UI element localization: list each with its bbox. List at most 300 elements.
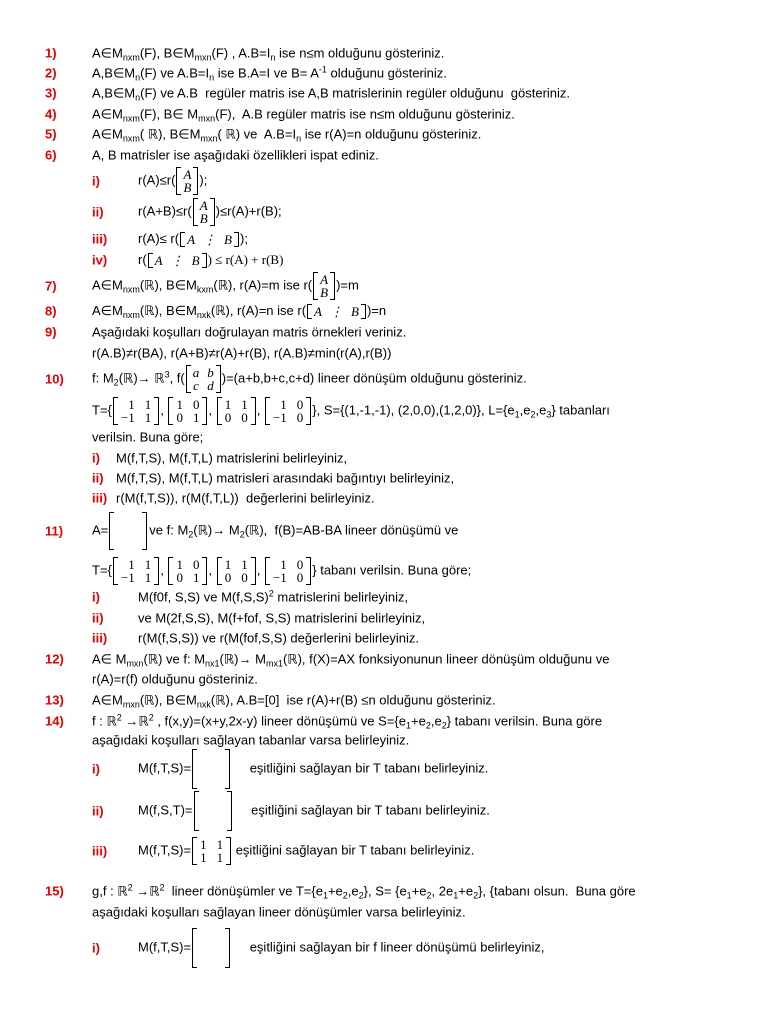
text-run: ise B.A=I ve B= A: [214, 65, 319, 81]
problem-text: [92, 430, 203, 445]
text-run: A∈M: [92, 45, 123, 61]
subscript: n: [135, 92, 141, 103]
text-run: +e: [327, 883, 343, 899]
text-run: r(A)=r(f) olduğunu gösteriniz.: [92, 671, 258, 687]
subscript: 2: [425, 720, 431, 731]
text-run: M(f,S,T)=: [138, 802, 193, 818]
text-run: )≤r(A)+r(B);: [215, 203, 282, 219]
subscript: n: [209, 72, 215, 83]
matrix-entry: 1: [128, 397, 135, 412]
matrix-entry: 1: [280, 397, 287, 412]
matrix-entry: 1: [144, 557, 152, 572]
text-run: , f(: [169, 370, 185, 386]
text-run: +e: [411, 883, 427, 899]
matrix-entry: c: [193, 378, 199, 393]
matrix-grid: [116, 558, 156, 584]
problem-text: [92, 365, 527, 393]
problem-text: [92, 672, 258, 687]
text-run: ,e: [430, 713, 442, 729]
text-run: eşitliğini sağlayan bir T tabanı belirleyiniz.: [246, 760, 489, 776]
subscript: 2: [441, 720, 447, 731]
subscript: kxm: [196, 284, 214, 295]
text-run: A,B∈M: [92, 85, 136, 101]
problem-text: [92, 652, 609, 667]
matrix-entry: a: [192, 365, 200, 380]
matrix-grid: [195, 838, 228, 864]
subscript: 2: [113, 377, 119, 388]
matrix-row: [116, 571, 156, 584]
matrix-grid: [189, 366, 218, 392]
text-run: (ℝ), r(A)=n ise r(: [210, 302, 307, 318]
subscript: 1: [322, 890, 328, 901]
subscript: mx1: [265, 658, 283, 669]
matrix: [265, 557, 311, 585]
matrix-entry: 1: [224, 397, 232, 412]
matrix: [186, 365, 221, 393]
text-run: )=n: [366, 302, 387, 318]
matrix-entry: 0: [176, 410, 183, 425]
text-run: →ℝ: [132, 883, 160, 899]
text-run: eşitliğini sağlayan bir T tabanı belirleyiniz.: [247, 802, 490, 818]
subscript: nxm: [122, 52, 140, 63]
text-run: lineer dönüşümler ve T={e: [164, 883, 323, 899]
matrix-entry: A: [183, 167, 192, 182]
text-run: ve M(2f,S,S), M(f+fof, S,S) matrislerini belirleyiniz,: [138, 610, 426, 626]
text-run: , f(x,y)=(x+y,2x-y) lineer dönüşümü ve S={e: [153, 713, 406, 729]
problem-number: 8): [45, 303, 57, 319]
text-run: M(f0f, S,S) ve M(f,S,S): [138, 589, 269, 605]
problem-number: 4): [45, 106, 57, 122]
problem-number: 7): [45, 278, 57, 294]
matrix: [168, 397, 207, 425]
matrix-entry: d: [207, 378, 214, 393]
superscript: 2: [159, 882, 165, 893]
matrix: [307, 304, 366, 319]
item-label: i): [92, 589, 100, 605]
text-run: r(A.B)≠r(BA), r(A+B)≠r(A)+r(B), r(A.B)≠min(r(A),r(B)): [92, 345, 392, 361]
text-run: M(f,T,S), M(f,T,L) matrislerini belirleyiniz,: [116, 450, 348, 466]
matrix-row: [171, 411, 204, 424]
matrix-entry: 1: [144, 570, 152, 585]
text-run: r(M(f,T,S)), r(M(f,T,L)) değerlerini belirleyiniz.: [116, 490, 375, 506]
subscript: n: [135, 72, 141, 83]
text-run: ,e: [347, 883, 359, 899]
text-run: Aşağıdaki koşulları doğrulayan matris örnekleri veriniz.: [92, 324, 407, 340]
text-run: }, S= {e: [363, 883, 407, 899]
superscript: 2: [268, 588, 274, 599]
matrix-entry: −1: [120, 570, 135, 585]
matrix: [176, 167, 198, 195]
text-run: ise r(A)=n olduğunu gösteriniz.: [301, 126, 482, 142]
matrix-entry: 1: [144, 397, 152, 412]
item-text: [138, 749, 488, 789]
math-text: ) ≤ r(A) + r(B): [207, 251, 284, 267]
superscript: 2: [127, 882, 133, 893]
subscript: mxn: [126, 658, 144, 669]
problem-text: [92, 733, 409, 748]
problem-text: [92, 397, 610, 425]
superscript: 2: [116, 712, 122, 723]
matrix-entry: 1: [192, 410, 200, 425]
text-run: A, B matrisler ise aşağıdaki özellikleri ispat ediniz.: [92, 147, 379, 163]
matrix-entry: −1: [120, 410, 135, 425]
matrix-row: [316, 286, 332, 299]
matrix-grid: [151, 254, 204, 267]
matrix-entry: A: [320, 272, 329, 287]
matrix-entry: A: [187, 232, 196, 248]
subscript: nxk: [196, 699, 211, 710]
matrix-entry: −1: [272, 570, 287, 585]
problem-number: 2): [45, 65, 57, 81]
text-run: ( ℝ), B∈M: [139, 126, 201, 142]
problem-number: 9): [45, 324, 57, 340]
problem-text: [92, 714, 602, 729]
matrix-entry: 0: [192, 397, 200, 412]
text-run: A∈M: [92, 692, 123, 708]
matrix-entry: ⋮: [203, 232, 217, 248]
matrix-grid: [220, 398, 253, 424]
matrix-row: [183, 233, 236, 246]
matrix-entry: 1: [224, 557, 232, 572]
subscript: nx1: [205, 658, 220, 669]
empty-matrix: [109, 512, 147, 550]
subscript: 1: [514, 409, 520, 420]
problem-text: [92, 325, 406, 340]
text-run: (F), B∈ M: [139, 106, 199, 122]
problem-number: 1): [45, 45, 57, 61]
subscript: 2: [239, 529, 245, 540]
matrix: [193, 198, 215, 226]
problem-number: 14): [45, 713, 64, 729]
text-run: (ℝ)→ M: [219, 651, 266, 667]
matrix-row: [116, 411, 156, 424]
item-label: ii): [92, 610, 104, 626]
text-run: (ℝ)→ ℝ: [118, 370, 165, 386]
matrix-entry: B: [320, 285, 329, 300]
problem-text: [92, 272, 359, 300]
text-run: M(f,T,S)=: [138, 842, 192, 858]
text-run: A,B∈M: [92, 65, 136, 81]
subscript: nxk: [196, 309, 211, 320]
problem-text: [92, 86, 570, 101]
matrix-entry: 1: [216, 837, 224, 852]
matrix-entry: 1: [241, 557, 248, 572]
text-run: , 2e: [431, 883, 454, 899]
text-run: } tabanı verilsin. Buna göre: [446, 713, 603, 729]
matrix: [217, 397, 256, 425]
text-run: )=m: [336, 277, 359, 293]
matrix-grid: [179, 168, 195, 194]
matrix-entry: 1: [280, 557, 287, 572]
matrix-grid: [220, 558, 253, 584]
text-run: (ℝ), B∈M: [139, 277, 197, 293]
text-run: ,e: [519, 402, 531, 418]
superscript: -1: [318, 64, 327, 75]
text-run: ,e: [535, 402, 547, 418]
problem-number: 6): [45, 147, 57, 163]
subscript: mxn: [198, 113, 216, 124]
problem-text: [92, 884, 636, 899]
text-run: ,: [208, 402, 216, 418]
text-run: (F), B∈M: [139, 45, 195, 61]
problem-text: [92, 107, 515, 122]
problem-number: 3): [45, 85, 57, 101]
matrix-entry: 1: [176, 557, 183, 572]
matrix-entry: 0: [224, 570, 232, 585]
matrix-entry: A: [199, 198, 208, 213]
matrix-entry: 1: [216, 850, 224, 865]
text-run: T={: [92, 562, 112, 578]
matrix-entry: 0: [296, 410, 304, 425]
item-text: [138, 167, 207, 195]
text-run: ,: [256, 402, 264, 418]
problem-text: [92, 46, 444, 61]
matrix-entry: 0: [192, 557, 200, 572]
item-text: [138, 611, 425, 626]
subscript: 3: [546, 409, 552, 420]
text-run: eşitliğini sağlayan bir f lineer dönüşümü belirleyiniz,: [246, 939, 545, 955]
text-run: (ℝ), f(X)=AX fonksiyonunun lineer dönüşüm olduğunu ve: [282, 651, 610, 667]
matrix-entry: 0: [241, 410, 248, 425]
item-text: [116, 451, 347, 466]
problem-text: [92, 557, 471, 585]
text-run: ,: [160, 402, 168, 418]
text-run: M(f,T,S)=: [138, 760, 192, 776]
text-run: +e: [411, 713, 426, 729]
matrix-grid: [183, 233, 236, 246]
matrix-entry: B: [351, 304, 359, 320]
item-label: i): [92, 450, 100, 466]
matrix-grid: [171, 398, 204, 424]
subscript: 2: [358, 890, 364, 901]
matrix-entry: 1: [241, 397, 248, 412]
problem-text: [92, 303, 386, 319]
matrix-entry: A: [154, 253, 163, 269]
text-run: (F) , A.B=I: [211, 45, 271, 61]
item-label: iv): [92, 252, 108, 268]
problem-number: 10): [45, 371, 64, 387]
matrix-entry: A: [314, 304, 322, 320]
text-run: } tabanları: [551, 402, 610, 418]
problem-text: [92, 512, 458, 550]
subscript: 2: [188, 529, 194, 540]
text-run: );: [239, 230, 248, 246]
text-run: g,f : ℝ: [92, 883, 128, 899]
text-run: aşağıdaki koşulları sağlayan lineer dönüşümler varsa belirleyiniz.: [92, 904, 466, 920]
matrix-entry: 0: [176, 570, 183, 585]
text-run: (F) ve A.B=I: [140, 65, 210, 81]
text-run: (F), A.B regüler matris ise n≤m olduğunu gösteriniz.: [215, 106, 515, 122]
matrix-entry: 0: [224, 410, 232, 425]
item-label: i): [92, 173, 100, 189]
text-run: (ℝ), B∈M: [139, 302, 197, 318]
subscript: n: [270, 52, 276, 63]
matrix-entry: B: [224, 232, 232, 248]
problem-number: 13): [45, 692, 64, 708]
text-run: r(: [138, 251, 147, 267]
text-run: →ℝ: [121, 713, 149, 729]
problem-text: [92, 148, 379, 163]
matrix-entry: ⋮: [330, 304, 343, 320]
matrix-grid: [268, 398, 308, 424]
matrix: [148, 253, 207, 268]
matrix-row: [268, 411, 308, 424]
matrix-entry: b: [207, 365, 214, 380]
text-run: matrislerini belirleyiniz,: [273, 589, 409, 605]
item-text: [138, 928, 545, 968]
matrix-row: [151, 254, 204, 267]
text-run: olduğunu gösteriniz.: [326, 65, 447, 81]
subscript: nxm: [122, 113, 140, 124]
matrix: [265, 397, 311, 425]
item-label: iii): [92, 231, 108, 247]
text-run: +e: [458, 883, 474, 899]
matrix: [313, 272, 335, 300]
text-run: } tabanı verilsin. Buna göre;: [312, 562, 472, 578]
subscript: nxm: [122, 133, 140, 144]
item-text: [116, 471, 454, 486]
subscript: 2: [530, 409, 536, 420]
item-text: [138, 590, 408, 605]
matrix: [217, 557, 256, 585]
text-run: f : ℝ: [92, 713, 117, 729]
subscript: 1: [405, 720, 411, 731]
subscript: nxm: [122, 309, 140, 320]
matrix: [113, 557, 159, 585]
text-run: }, {tabanı olsun. Buna göre: [478, 883, 636, 899]
text-run: ,: [160, 562, 168, 578]
subscript: mxn: [200, 133, 218, 144]
subscript: 2: [426, 890, 432, 901]
text-run: ( ℝ) ve A.B=I: [217, 126, 297, 142]
subscript: n: [296, 133, 302, 144]
text-run: (F) ve A.B regüler matris ise A,B matrislerinin regüler olduğunu gösteriniz.: [140, 85, 571, 101]
text-run: A∈M: [92, 106, 123, 122]
matrix: [168, 557, 207, 585]
matrix-entry: B: [183, 180, 192, 195]
item-text: [116, 491, 375, 506]
item-text: [138, 791, 490, 831]
matrix-row: [310, 305, 363, 318]
item-text: [138, 837, 474, 865]
text-run: M(f,T,S), M(f,T,L) matrisleri arasındaki bağıntıyı belirleyiniz,: [116, 470, 455, 486]
matrix-row: [189, 379, 218, 392]
text-run: A∈ M: [92, 651, 127, 667]
problem-text: [92, 905, 466, 920]
text-run: (ℝ), B∈M: [139, 692, 197, 708]
problem-number: 12): [45, 651, 64, 667]
text-run: eşitliğini sağlayan bir T tabanı belirleyiniz.: [232, 842, 475, 858]
text-run: (ℝ), r(A)=m ise r(: [213, 277, 313, 293]
text-run: r(A)≤r(: [138, 172, 176, 188]
superscript: 3: [164, 369, 170, 380]
item-label: iii): [92, 843, 108, 859]
matrix-entry: ⋮: [170, 253, 184, 269]
matrix-grid: [171, 558, 204, 584]
text-run: );: [199, 172, 208, 188]
text-run: ,: [256, 562, 264, 578]
subscript: 2: [473, 890, 479, 901]
empty-matrix: [192, 928, 230, 968]
matrix-row: [196, 212, 212, 225]
item-text: [138, 252, 283, 268]
problem-text: [92, 66, 447, 81]
matrix-row: [179, 181, 195, 194]
text-run: ,: [208, 562, 216, 578]
text-run: M(f,T,S)=: [138, 939, 192, 955]
item-label: iii): [92, 630, 108, 646]
problem-number: 11): [45, 523, 64, 539]
matrix-entry: 1: [128, 557, 135, 572]
problem-text: [92, 346, 391, 361]
item-text: [138, 631, 419, 646]
matrix-row: [220, 571, 253, 584]
subscript: 1: [406, 890, 412, 901]
item-label: i): [92, 761, 100, 777]
subscript: nxm: [122, 284, 140, 295]
item-text: [138, 231, 248, 247]
matrix-entry: 0: [241, 570, 248, 585]
problem-number: 5): [45, 126, 57, 142]
matrix: [180, 232, 239, 247]
subscript: 2: [342, 890, 348, 901]
matrix-entry: 1: [144, 410, 152, 425]
matrix-row: [220, 411, 253, 424]
matrix-entry: 0: [296, 570, 304, 585]
text-run: r(M(f,S,S)) ve r(M(fof,S,S) değerlerini belirleyiniz.: [138, 630, 419, 646]
matrix-entry: B: [199, 211, 208, 226]
text-run: ve f: M: [149, 522, 189, 538]
matrix: [192, 837, 231, 865]
matrix-grid: [316, 273, 332, 299]
item-label: ii): [92, 470, 104, 486]
empty-matrix: [192, 749, 230, 789]
item-text: [138, 198, 282, 226]
matrix-entry: 1: [176, 397, 183, 412]
text-run: A∈M: [92, 126, 123, 142]
text-run: verilsin. Buna göre;: [92, 429, 204, 445]
matrix-row: [195, 851, 228, 864]
matrix-entry: 0: [296, 557, 304, 572]
text-run: }, S={(1,-1,-1), (2,0,0),(1,2,0)}, L={e: [312, 402, 515, 418]
subscript: 1: [453, 890, 459, 901]
problem-text: [92, 693, 496, 708]
item-label: i): [92, 940, 100, 956]
text-run: ise n≤m olduğunu gösteriniz.: [275, 45, 445, 61]
text-run: A∈M: [92, 277, 123, 293]
text-run: (ℝ)→ M: [193, 522, 240, 538]
matrix-grid: [310, 305, 363, 318]
text-run: )=(a+b,b+c,c+d) lineer dönüşüm olduğunu gösteriniz.: [221, 370, 527, 386]
text-run: aşağıdaki koşulları sağlayan tabanlar varsa belirleyiniz.: [92, 732, 410, 748]
item-label: iii): [92, 490, 108, 506]
text-run: (ℝ) ve f: M: [143, 651, 206, 667]
matrix-entry: 1: [200, 837, 207, 852]
item-label: ii): [92, 803, 104, 819]
matrix-grid: [196, 199, 212, 225]
superscript: 2: [148, 712, 154, 723]
matrix: [113, 397, 159, 425]
matrix-grid: [116, 398, 156, 424]
subscript: mxn: [194, 52, 212, 63]
text-run: (ℝ), A.B=[0] ise r(A)+r(B) ≤n olduğunu gösteriniz.: [210, 692, 496, 708]
problem-text: [92, 127, 481, 142]
matrix-row: [268, 571, 308, 584]
subscript: mxn: [122, 699, 140, 710]
text-run: T={: [92, 402, 112, 418]
matrix-row: [171, 571, 204, 584]
matrix-entry: 0: [296, 397, 304, 412]
